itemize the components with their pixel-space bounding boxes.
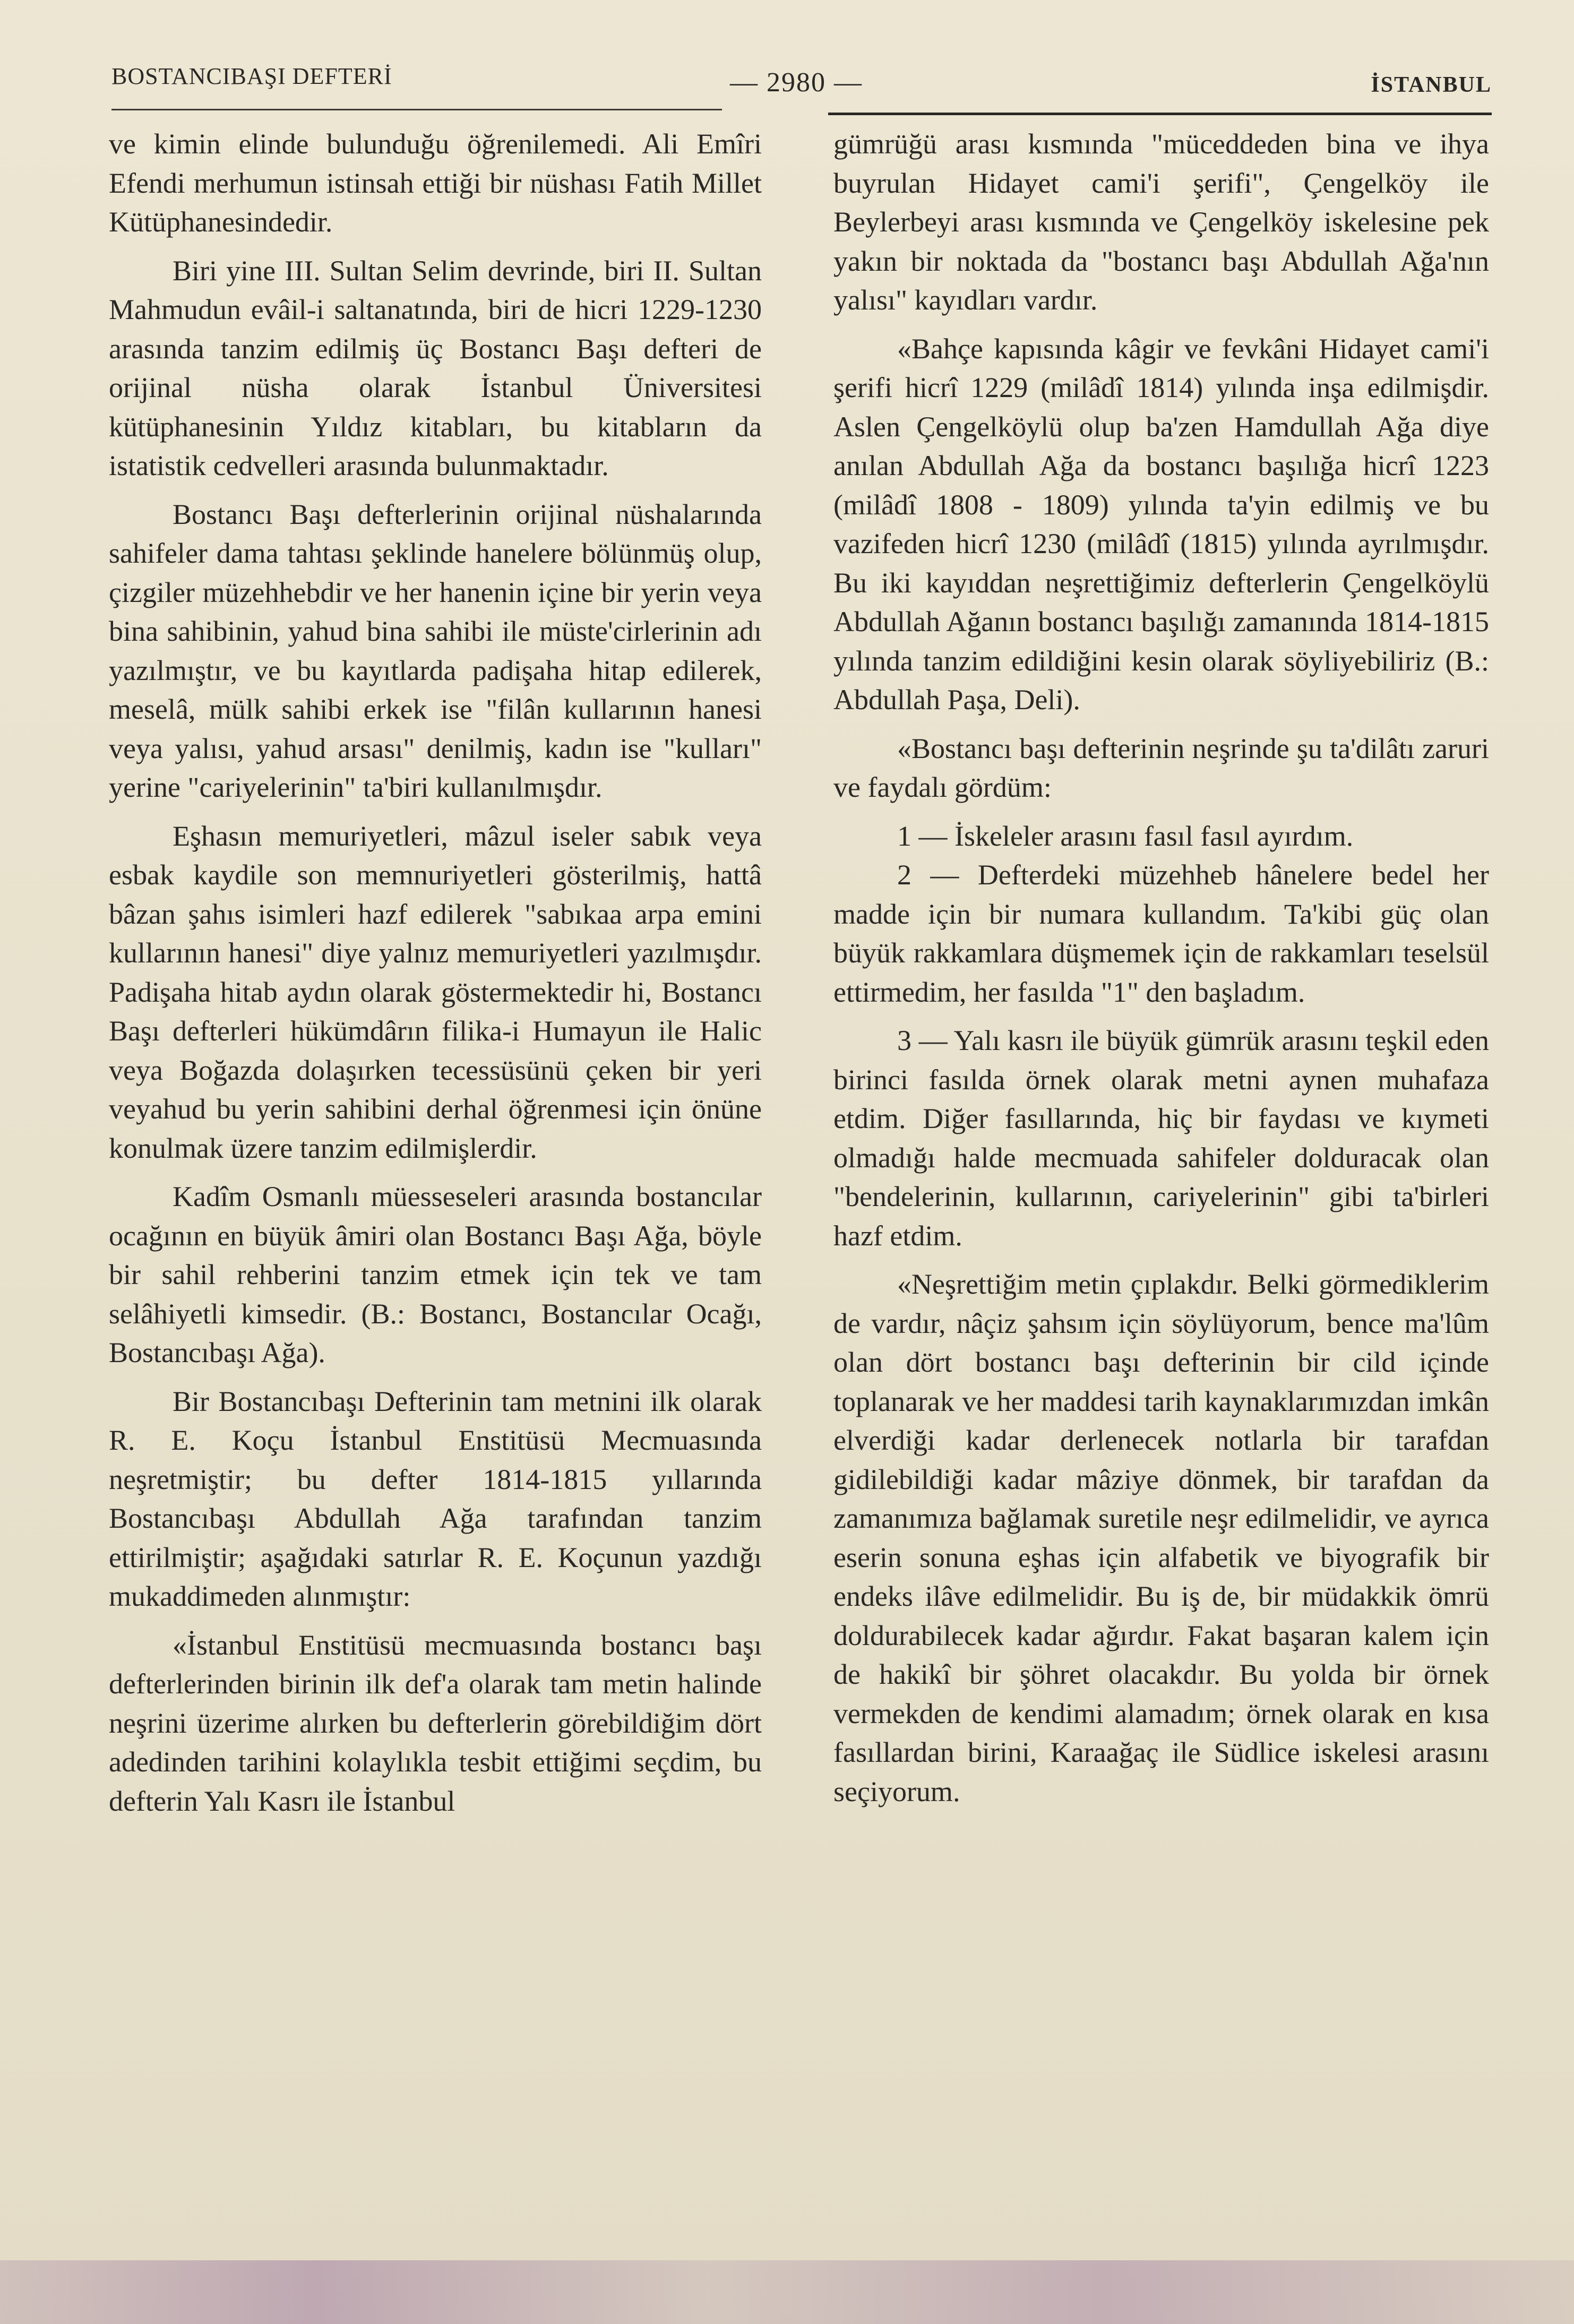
paragraph: Kadîm Osmanlı müesseseleri arasında bostancılar ocağının en büyük âmiri olan Bostancı Başı Ağa, böyle bir sahil rehberini tanzim etmek için tek ve tam selâhiyetli kimsedir. (B.: Bostancı, Bostancılar Ocağı, Bostancıbaşı Ağa). [109,1181,762,1368]
right-column [833,125,1489,1821]
running-title: BOSTANCIBAŞI DEFTERİ [111,63,392,89]
paragraph: Eşhasın memuriyetleri, mâzul iseler sabık veya esbak kaydile son memnuriyetleri gösterilmiş, hattâ bâzan şahıs isimleri hazf edilerek "sabıkaa arpa emini kullarının hanesi" diye yalnız memuriyetleri yazılmışdır. Padişaha hitab aydın olarak göstermektedir hi, Bostancı Başı defterleri hükümdârın filika-i Humayun ile Halic veya Boğazda dolaşırken tecessüsünü çeken bir yeri veyahud bu yerin sahibini derhal öğrenmesi için önüne konulmak üzere tanzim edilmişlerdir. [109,820,762,1164]
page-edge-stain [0,2260,1574,2324]
list-item: 2 — Defterdeki müzehheb hânelere bedel her madde için bir numara kullandım. Ta'kibi güç olan büyük rakkamlara düşmemek için de rakkamları teselsül ettirmedim, her fasılda "1" den başladım. [833,859,1489,1008]
paragraph: Biri yine III. Sultan Selim devrinde, biri II. Sultan Mahmudun evâil-i saltanatında, biri de hicri 1229-1230 arasında tanzim edilmiş üç Bostancı Başı defteri de orijinal nüsha olarak İstanbul Üniversitesi kütüphanesinin Yıldız kitabları, bu kitabların da istatistik cedvelleri arasında bulunmaktadır. [109,254,762,481]
paragraph: Bostancı Başı defterlerinin orijinal nüshalarında sahifeler dama tahtası şeklinde hanelere bölünmüş olup, çizgiler müzehhebdir ve her hanenin içine bir yerin veya bina sahibinin, yahud bina sahibi ile müste'cirlerinin adı yazılmıştır, ve bu kayıtlarda padişaha hitap edilerek, meselâ, mülk sahibi erkek ise "filân kullarının hanesi veya yalısı, yahud arsası" denilmiş, kadın ise "kulları" yerine "cariyelerinin" ta'biri kullanılmışdır. [109,498,762,803]
left-column [109,125,762,1830]
paragraph: Bir Bostancıbaşı Defterinin tam metnini ilk olarak R. E. Koçu İstanbul Enstitüsü Mecmuasında neşretmiştir; bu defter 1814-1815 yıllarında Bostancıbaşı Abdullah Ağa tarafından tanzim ettirilmiştir; aşağıdaki satırlar R. E. Koçunun yazdığı mukaddimeden alınmıştır: [109,1385,762,1612]
paragraph: «Bahçe kapısında kâgir ve fevkâni Hidayet cami'i şerifi hicrî 1229 (milâdî 1814) yılında inşa edilmişdir. Aslen Çengelköylü olup ba'zen Hamdullah Ağa diye anılan Abdullah Ağa da bostancı başılığa hicrî 1223 (milâdî 1808 - 1809) yılında ta'yin edilmiş ve bu vazifeden hicrî 1230 (milâdî (1815) yılında ayrılmışdır. Bu iki kayıddan neşrettiğimiz defterlerin Çengelköylü Abdullah Ağanın bostancı başılığı zamanında 1814-1815 yılında tanzim edildiğini kesin olarak söyliyebiliriz (B.: Abdullah Paşa, Deli). [833,332,1489,716]
paragraph: gümrüğü arası kısmında "müceddeden bina ve ihya buyrulan Hidayet cami'i şerifi", Çengelköy ile Beylerbeyi arası kısmında ve Çengelköy iskelesine pek yakın bir noktada da "bostancı başı Abdullah Ağa'nın yalısı" kayıdları vardır. [833,128,1489,316]
page-number: — 2980 — [730,67,863,98]
page-header [111,63,1492,100]
header-rule-right [828,113,1492,115]
list-item: 3 — Yalı kasrı ile büyük gümrük arasını teşkil eden birinci fasılda örnek olarak metni aynen muhafaza etdim. Diğer fasıllarında, hiç bir faydası ve kıymeti olmadığı halde mecmuada sahifeler dolduracak olan "bendelerinin, kullarının, cariyelerinin" gibi ta'birleri hazf etdim. [833,1025,1489,1252]
paragraph: ve kimin elinde bulunduğu öğrenilemedi. Ali Emîri Efendi merhumun istinsah ettiği bir nüshası Fatih Millet Kütüphanesindedir. [109,128,762,238]
paragraph: «Neşrettiğim metin çıplakdır. Belki görmediklerim de vardır, nâçiz şahsım için söylüyorum, bence ma'lûm olan dört bostancı başı defterinin bir cild içinde toplanarak ve her maddesi tarih kaynaklarımızdan imkân elverdiği kadar derlenecek notlarla bir tarafdan gidilebildiği kadar mâziye dönmek, bir tarafdan da zamanımıza bağlamak suretile neşr edilmelidir, ve ayrıca eserin sonuna eşhas için alfabetik ve biyografik bir endeks ilâve edilmelidir. Bu iş de, bir müdakkik ömrü doldurabilecek kadar ağırdır. Fakat başaran kalem için de hakikî bir şöhret olacakdır. Bu yolda bir örnek vermekden de kendimi alamadım; örnek olarak en kısa fasıllardan birini, Karaağaç ile Südlice iskelesi arasını seçiyorum. [833,1268,1489,1807]
list-item: 1 — İskeleler arasını fasıl fasıl ayırdım. [897,820,1354,852]
paragraph: «İstanbul Enstitüsü mecmuasında bostancı başı defterlerinden birinin ilk def'a olarak tam metin halinde neşrini üzerime alırken bu defterlerin görebildiğim dört adedinden tarihini kolaylıkla tesbit ettiğimi seçdim, bu defterin Yalı Kasrı ile İstanbul [109,1629,762,1817]
section-title: İSTANBUL [1371,73,1492,97]
header-rule-left [111,109,722,110]
paragraph: «Bostancı başı defterinin neşrinde şu ta'dilâtı zaruri ve faydalı gördüm: [833,732,1489,803]
